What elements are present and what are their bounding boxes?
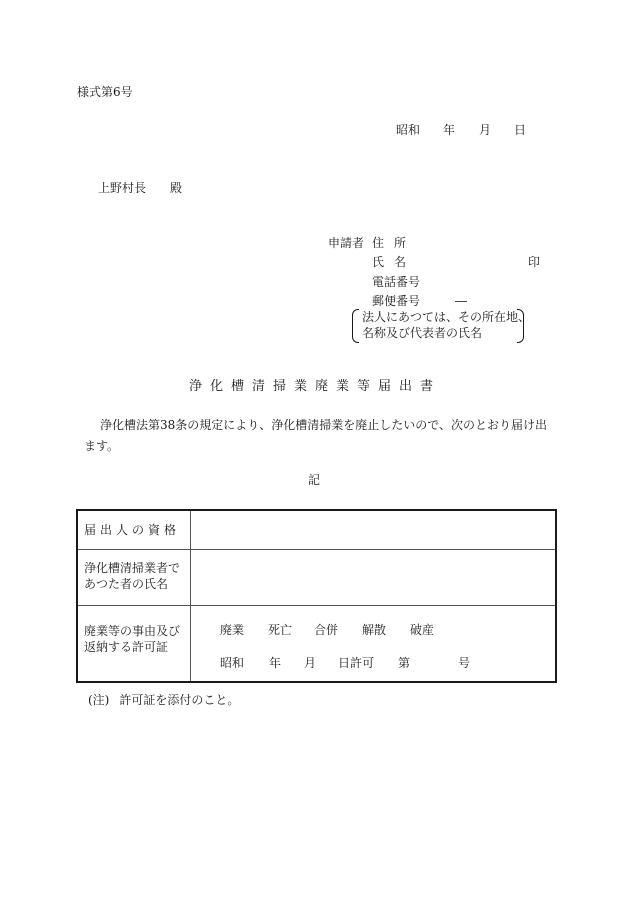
addressee-name: 上野村長 <box>98 181 147 195</box>
reason-merger: 合併 <box>314 623 339 637</box>
footnote-mark: (注) <box>88 693 110 707</box>
qualification-label: 届出人の資格 <box>84 523 181 537</box>
reason-bankruptcy: 破産 <box>410 623 435 637</box>
permit-era: 昭和 <box>220 656 245 670</box>
postal-dash: ― <box>455 294 467 308</box>
address-label: 住所 <box>372 236 417 250</box>
addressee-honorific: 殿 <box>170 181 183 195</box>
reason-permit-label <box>84 623 180 655</box>
former-operator-label <box>84 560 180 592</box>
body-text: 浄化槽法第38条の規定により、浄化槽清掃業を廃止したいので、次のとおり届け出ます。 <box>84 418 548 453</box>
reason-permit-label-line-2: 返納する許可証 <box>84 640 169 654</box>
permit-day: 日許可 <box>338 656 375 670</box>
postal-label: 郵便番号 <box>372 294 421 308</box>
reason-death: 死亡 <box>268 623 293 637</box>
corporate-note-line-1: 法人にあつては、その所在地、 <box>362 310 531 324</box>
date-year: 年 <box>443 123 456 137</box>
date-era: 昭和 <box>396 123 421 137</box>
phone-label: 電話番号 <box>372 275 421 289</box>
former-operator-label-line-1: 浄化槽清掃業者で <box>84 561 181 575</box>
permit-dai: 第 <box>398 656 411 670</box>
footnote <box>88 694 239 706</box>
date-day: 日 <box>514 123 527 137</box>
reason-closure: 廃業 <box>220 623 245 637</box>
table-column-divider <box>190 511 191 681</box>
left-bracket <box>352 309 359 343</box>
date-month: 月 <box>479 123 492 137</box>
permit-year: 年 <box>269 656 282 670</box>
name-label: 氏名 <box>372 255 417 269</box>
permit-month: 月 <box>304 656 317 670</box>
document-title: 浄化槽清掃業廃業等届出書 <box>188 379 441 394</box>
ki-heading: 記 <box>308 473 321 487</box>
corporate-note <box>352 309 531 341</box>
permit-gou: 号 <box>458 656 471 670</box>
footnote-text: 許可証を添付のこと。 <box>119 693 240 707</box>
addressee <box>98 182 182 194</box>
form-table <box>76 509 557 683</box>
reason-permit-label-line-1: 廃業等の事由及び <box>84 624 181 638</box>
form-number: 様式第6号 <box>77 85 133 99</box>
row-qualification <box>78 511 555 550</box>
row-former-operator <box>78 549 555 606</box>
reason-dissolution: 解散 <box>362 623 387 637</box>
applicant-label: 申請者 <box>328 236 365 250</box>
former-operator-label-line-2: あつた者の氏名 <box>84 577 169 591</box>
corporate-note-line-2: 名称及び代表者の氏名 <box>362 326 483 340</box>
row-reason-permit <box>78 605 555 681</box>
submission-date <box>396 124 526 136</box>
seal-mark: 印 <box>528 255 541 269</box>
